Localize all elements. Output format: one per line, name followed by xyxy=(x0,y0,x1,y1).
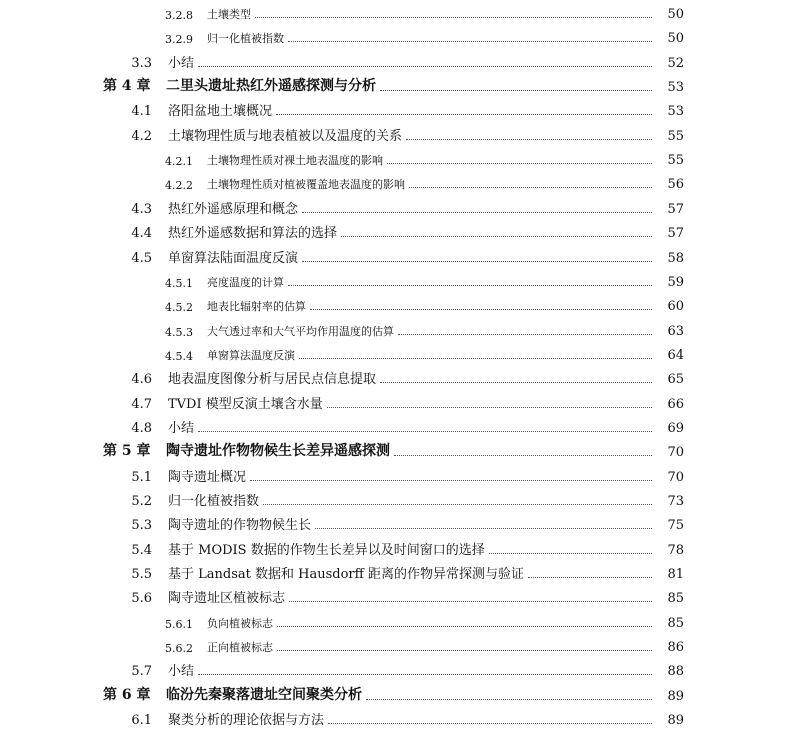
toc-entry-title: 地表比辐射率的估算 xyxy=(207,300,306,314)
dot-leader xyxy=(315,527,652,529)
toc-entry-title: 热红外遥感数据和算法的选择 xyxy=(168,226,338,242)
toc-entry[interactable] xyxy=(0,124,788,144)
toc-entry-page: 66 xyxy=(667,396,684,412)
toc-entry-number: 5.7 xyxy=(131,664,152,680)
toc-entry[interactable] xyxy=(0,221,788,241)
toc-entry-page: 70 xyxy=(667,469,684,485)
toc-entry[interactable] xyxy=(0,562,788,582)
toc-entry[interactable] xyxy=(0,26,788,46)
toc-entry-number: 4.6 xyxy=(131,372,152,388)
toc-entry[interactable] xyxy=(0,2,788,22)
toc-entry-number: 4.2.1 xyxy=(165,155,193,169)
toc-entry-page: 73 xyxy=(667,494,684,509)
dot-leader xyxy=(328,722,652,724)
dot-leader xyxy=(299,357,652,359)
toc-entry-title: 归一化植被指数 xyxy=(207,32,284,46)
dot-leader xyxy=(198,673,652,675)
dot-leader xyxy=(198,65,652,67)
toc-entry-number: 4.5.4 xyxy=(165,349,193,363)
toc-entry-number: 第 4 章 xyxy=(103,78,151,95)
toc-entry-number: 5.6.2 xyxy=(165,642,193,656)
toc-entry-page: 85 xyxy=(667,615,684,631)
toc-entry-page: 50 xyxy=(667,7,684,22)
toc-entry-number: 4.7 xyxy=(131,396,152,412)
toc-entry[interactable] xyxy=(0,99,788,119)
toc-entry-title: 大气透过率和大气平均作用温度的估算 xyxy=(207,324,394,338)
toc-entry[interactable] xyxy=(0,270,788,290)
toc-entry-number: 5.1 xyxy=(131,469,152,485)
toc-entry-number: 5.3 xyxy=(131,518,152,534)
toc-entry[interactable] xyxy=(0,684,788,704)
toc-entry-number: 4.2.2 xyxy=(165,179,193,193)
toc-entry-page: 86 xyxy=(667,640,684,656)
dot-leader xyxy=(489,552,652,554)
toc-entry-title: 小结 xyxy=(168,664,195,680)
toc-entry-page: 85 xyxy=(667,591,684,607)
toc-entry-title: 土壤物理性质对植被覆盖地表温度的影响 xyxy=(207,178,405,192)
toc-entry[interactable] xyxy=(0,513,788,533)
toc-entry[interactable] xyxy=(0,440,788,460)
toc-entry-title: 小结 xyxy=(168,420,195,436)
toc-entry[interactable] xyxy=(0,635,788,655)
toc-entry-title: 基于 MODIS 数据的作物生长差异以及时间窗口的选择 xyxy=(168,542,485,558)
toc-entry[interactable] xyxy=(0,416,788,436)
dot-leader xyxy=(198,430,652,432)
toc-entry-number: 4.8 xyxy=(131,420,152,436)
toc-entry-title: 聚类分析的理论依据与方法 xyxy=(168,713,325,729)
dot-leader xyxy=(277,625,652,627)
toc-entry-page: 53 xyxy=(667,80,684,96)
toc-entry-page: 60 xyxy=(667,299,684,315)
toc-entry-page: 64 xyxy=(667,347,684,363)
toc-entry-title: 热红外遥感原理和概念 xyxy=(168,201,299,217)
toc-entry-page: 65 xyxy=(667,372,684,388)
toc-entry-title: 单窗算法陆面温度反演 xyxy=(168,250,299,266)
toc-entry-title: 基于 Landsat 数据和 Hausdorff 距离的作物异常探测与验证 xyxy=(168,567,524,583)
dot-leader xyxy=(276,113,652,115)
toc-entry-number: 6.1 xyxy=(131,713,152,729)
toc-entry-number: 第 6 章 xyxy=(103,686,151,703)
toc-entry-page: 59 xyxy=(667,274,684,290)
toc-entry[interactable] xyxy=(0,611,788,631)
toc-entry-title: 洛阳盆地土壤概况 xyxy=(168,104,273,120)
dot-leader xyxy=(255,16,652,18)
dot-leader xyxy=(409,186,652,188)
toc-entry-title: 归一化植被指数 xyxy=(168,494,260,509)
toc-entry-page: 88 xyxy=(667,664,684,680)
toc-entry[interactable] xyxy=(0,246,788,266)
toc-entry[interactable] xyxy=(0,465,788,485)
toc-entry-number: 4.1 xyxy=(131,104,152,120)
dot-leader xyxy=(263,503,652,505)
toc-entry[interactable] xyxy=(0,659,788,679)
dot-leader xyxy=(380,89,652,91)
dot-leader xyxy=(406,138,652,140)
toc-entry-number: 5.4 xyxy=(131,542,152,558)
toc-entry-number: 4.5.2 xyxy=(165,301,193,315)
toc-entry-number: 4.2 xyxy=(131,128,152,144)
toc-entry-number: 4.3 xyxy=(131,201,152,217)
toc-entry[interactable] xyxy=(0,586,788,606)
toc-entry-title: 陶寺遗址概况 xyxy=(168,469,247,485)
dot-leader xyxy=(398,333,652,335)
toc-entry-number: 第 5 章 xyxy=(103,443,151,460)
toc-entry-title: 陶寺遗址区植被标志 xyxy=(168,591,286,607)
toc-entry[interactable] xyxy=(0,538,788,558)
dot-leader xyxy=(277,649,652,651)
toc-entry-number: 3.2.8 xyxy=(165,9,193,22)
toc-entry-page: 75 xyxy=(667,518,684,534)
toc-entry-number: 5.2 xyxy=(131,494,152,509)
toc-entry-title: 陶寺遗址的作物物候生长 xyxy=(168,518,312,534)
dot-leader xyxy=(288,40,652,42)
dot-leader xyxy=(302,211,652,213)
dot-leader xyxy=(341,235,652,237)
toc-entry-number: 4.4 xyxy=(131,226,152,242)
toc-entry-title: 负向植被标志 xyxy=(207,616,273,630)
dot-leader xyxy=(394,454,652,456)
toc-entry[interactable] xyxy=(0,294,788,314)
dot-leader xyxy=(327,406,652,408)
toc-entry-page: 89 xyxy=(667,688,684,704)
toc-entry-number: 5.6 xyxy=(131,591,152,607)
dot-leader xyxy=(310,308,652,310)
toc-entry-page: 56 xyxy=(667,177,684,193)
toc-entry-title: 二里头遗址热红外遥感探测与分析 xyxy=(166,78,376,95)
toc-entry-number: 4.5.3 xyxy=(165,325,193,339)
toc-entry[interactable] xyxy=(0,708,788,728)
toc-entry[interactable] xyxy=(0,148,788,168)
toc-entry-page: 52 xyxy=(667,55,684,71)
toc-entry[interactable] xyxy=(0,197,788,217)
toc-entry-number: 5.5 xyxy=(131,567,152,583)
dot-leader xyxy=(289,600,652,602)
toc-entry[interactable] xyxy=(0,392,788,412)
toc-entry-page: 55 xyxy=(667,153,684,169)
toc-entry-number: 3.3 xyxy=(131,55,152,71)
toc-entry-number: 3.2.9 xyxy=(165,33,193,47)
dot-leader xyxy=(366,698,652,700)
toc-entry-title: 土壤物理性质对裸土地表温度的影响 xyxy=(207,154,383,168)
toc-entry[interactable] xyxy=(0,172,788,192)
toc-entry-page: 89 xyxy=(667,713,684,729)
toc-entry-title: 正向植被标志 xyxy=(207,641,273,655)
toc-entry-page: 57 xyxy=(667,201,684,217)
toc-entry-page: 69 xyxy=(667,420,684,436)
toc-entry-page: 57 xyxy=(667,226,684,242)
toc-entry-page: 70 xyxy=(667,445,684,461)
toc-entry-page: 53 xyxy=(667,104,684,120)
toc-entry[interactable] xyxy=(0,343,788,363)
dot-leader xyxy=(250,479,652,481)
toc-entry-page: 81 xyxy=(667,567,684,583)
toc-entry-title: 地表温度图像分析与居民点信息提取 xyxy=(168,372,377,388)
toc-entry-title: 单窗算法温度反演 xyxy=(207,348,295,362)
toc-entry-page: 63 xyxy=(667,323,684,339)
toc-entry-number: 4.5.1 xyxy=(165,276,193,290)
toc-entry-title: 临汾先秦聚落遗址空间聚类分析 xyxy=(166,686,362,703)
dot-leader xyxy=(288,284,652,286)
toc-entry-title: TVDI 模型反演土壤含水量 xyxy=(168,396,323,412)
toc-entry-title: 小结 xyxy=(168,55,195,71)
toc-entry-title: 土壤类型 xyxy=(207,8,251,21)
dot-leader xyxy=(302,260,652,262)
dot-leader xyxy=(380,381,652,383)
toc-entry[interactable] xyxy=(0,75,788,95)
toc-entry-title: 陶寺遗址作物物候生长差异遥感探测 xyxy=(166,443,390,460)
toc-entry-number: 5.6.1 xyxy=(165,617,193,631)
toc-entry[interactable] xyxy=(0,367,788,387)
toc-entry-page: 78 xyxy=(667,542,684,558)
toc-entry-page: 50 xyxy=(667,31,684,47)
toc-entry-page: 55 xyxy=(667,128,684,144)
toc-entry-title: 土壤物理性质与地表植被以及温度的关系 xyxy=(168,128,403,144)
toc-entry[interactable] xyxy=(0,489,788,509)
dot-leader xyxy=(387,162,652,164)
toc-entry-title: 亮度温度的计算 xyxy=(207,275,284,289)
toc-entry-page: 58 xyxy=(667,250,684,266)
toc-entry[interactable] xyxy=(0,319,788,339)
dot-leader xyxy=(528,576,652,578)
toc-entry-number: 4.5 xyxy=(131,250,152,266)
toc-entry[interactable] xyxy=(0,51,788,71)
